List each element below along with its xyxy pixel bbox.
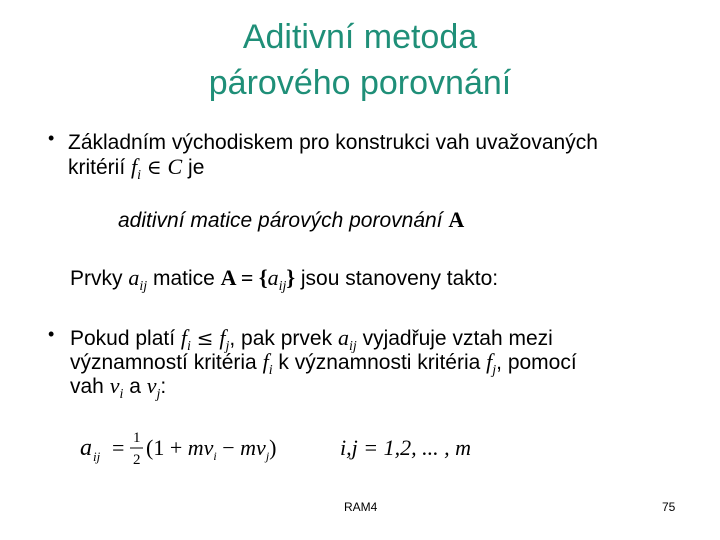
i-subscript-3: i xyxy=(119,387,124,402)
matrix-line xyxy=(118,208,464,233)
f-symbol: f xyxy=(131,154,138,179)
bullet1-prefix: kritérií xyxy=(68,156,131,179)
set-close: } xyxy=(286,265,296,290)
formula-ij: ij xyxy=(93,449,101,464)
v-symbol-2: v xyxy=(146,373,157,398)
bullet2-text-b: , pak prvek xyxy=(229,327,338,350)
f-symbol-1: f xyxy=(180,325,188,350)
f-symbol-3: f xyxy=(262,349,269,374)
j-subscript-3: j xyxy=(156,387,161,402)
bullet2-text-a: Pokud platí xyxy=(70,327,181,350)
formula-open: (1 + xyxy=(146,435,188,460)
bullet2-line3 xyxy=(70,374,166,402)
matrix-text: aditivní matice párových porovnání xyxy=(118,209,449,232)
page-number: 75 xyxy=(662,500,676,514)
bullet2-text-i: : xyxy=(160,375,167,398)
formula-sub-j: j xyxy=(265,449,270,463)
bullet2-text-h: a xyxy=(123,375,147,398)
bullet1-line2 xyxy=(68,155,204,183)
elements-suffix: jsou stanoveny takto: xyxy=(295,267,499,290)
formula-minus: − xyxy=(216,435,241,460)
bullet2-text-e: k významnosti kritéria xyxy=(272,351,487,374)
formula-aij xyxy=(76,424,306,474)
formula-eq: = xyxy=(112,435,125,460)
title-line-1: Aditivní metoda xyxy=(242,18,478,56)
i-subscript-2: i xyxy=(268,363,273,378)
C-symbol: C xyxy=(167,154,183,179)
formula-close: ) xyxy=(269,435,277,460)
j-subscript-1: j xyxy=(225,339,230,354)
formula-den: 2 xyxy=(133,452,141,468)
matrix-A-2: A xyxy=(220,265,236,290)
bullet2-text-f: , pomocí xyxy=(496,351,577,374)
elements-line xyxy=(70,266,498,294)
index-range-text: i,j = 1,2, ... , m xyxy=(340,435,471,460)
j-subscript-2: j xyxy=(492,363,497,378)
formula-mv-1: mv xyxy=(187,435,214,460)
i-subscript-1: i xyxy=(187,339,191,354)
bullet1-line1: Základním východiskem pro konstrukci vah uvažovaných xyxy=(68,131,598,154)
a-symbol: a xyxy=(128,265,140,290)
formula-num: 1 xyxy=(133,430,141,446)
footer-source: RAM4 xyxy=(344,500,378,514)
a-symbol-3: a xyxy=(337,325,349,350)
formula-sub-i: i xyxy=(213,449,217,463)
index-range xyxy=(340,436,471,460)
formula-a: a xyxy=(80,435,92,461)
bullet-dot-2: • xyxy=(48,324,55,344)
ij-subscript-2: ij xyxy=(278,279,287,294)
leq-symbol: ≤ xyxy=(196,326,214,350)
v-symbol-1: v xyxy=(109,373,120,398)
slide-title xyxy=(0,14,720,106)
bullet2-text-c: vyjadřuje vztah mezi xyxy=(356,327,553,350)
a-symbol-2: a xyxy=(267,265,279,290)
elements-prefix: Prvky xyxy=(70,267,129,290)
formula-body xyxy=(146,435,276,463)
set-open: = { xyxy=(235,265,268,290)
element-of-symbol: ∈ xyxy=(146,155,162,179)
f-symbol-2: f xyxy=(219,325,226,350)
title-line-2: párového porovnání xyxy=(208,64,512,102)
matrix-A: A xyxy=(448,207,465,232)
bullet2-text-d: významností kritéria xyxy=(70,351,263,374)
bullet-dot-1: • xyxy=(48,128,55,148)
ij-subscript: ij xyxy=(139,279,148,294)
elements-mid: matice xyxy=(147,267,221,290)
i-subscript: i xyxy=(137,168,142,183)
f-symbol-4: f xyxy=(486,349,493,374)
formula-mv-2: mv xyxy=(240,435,266,460)
bullet1-suffix: je xyxy=(182,156,205,179)
bullet2-text-g: vah xyxy=(70,375,110,398)
ij-subscript-3: ij xyxy=(348,339,357,354)
